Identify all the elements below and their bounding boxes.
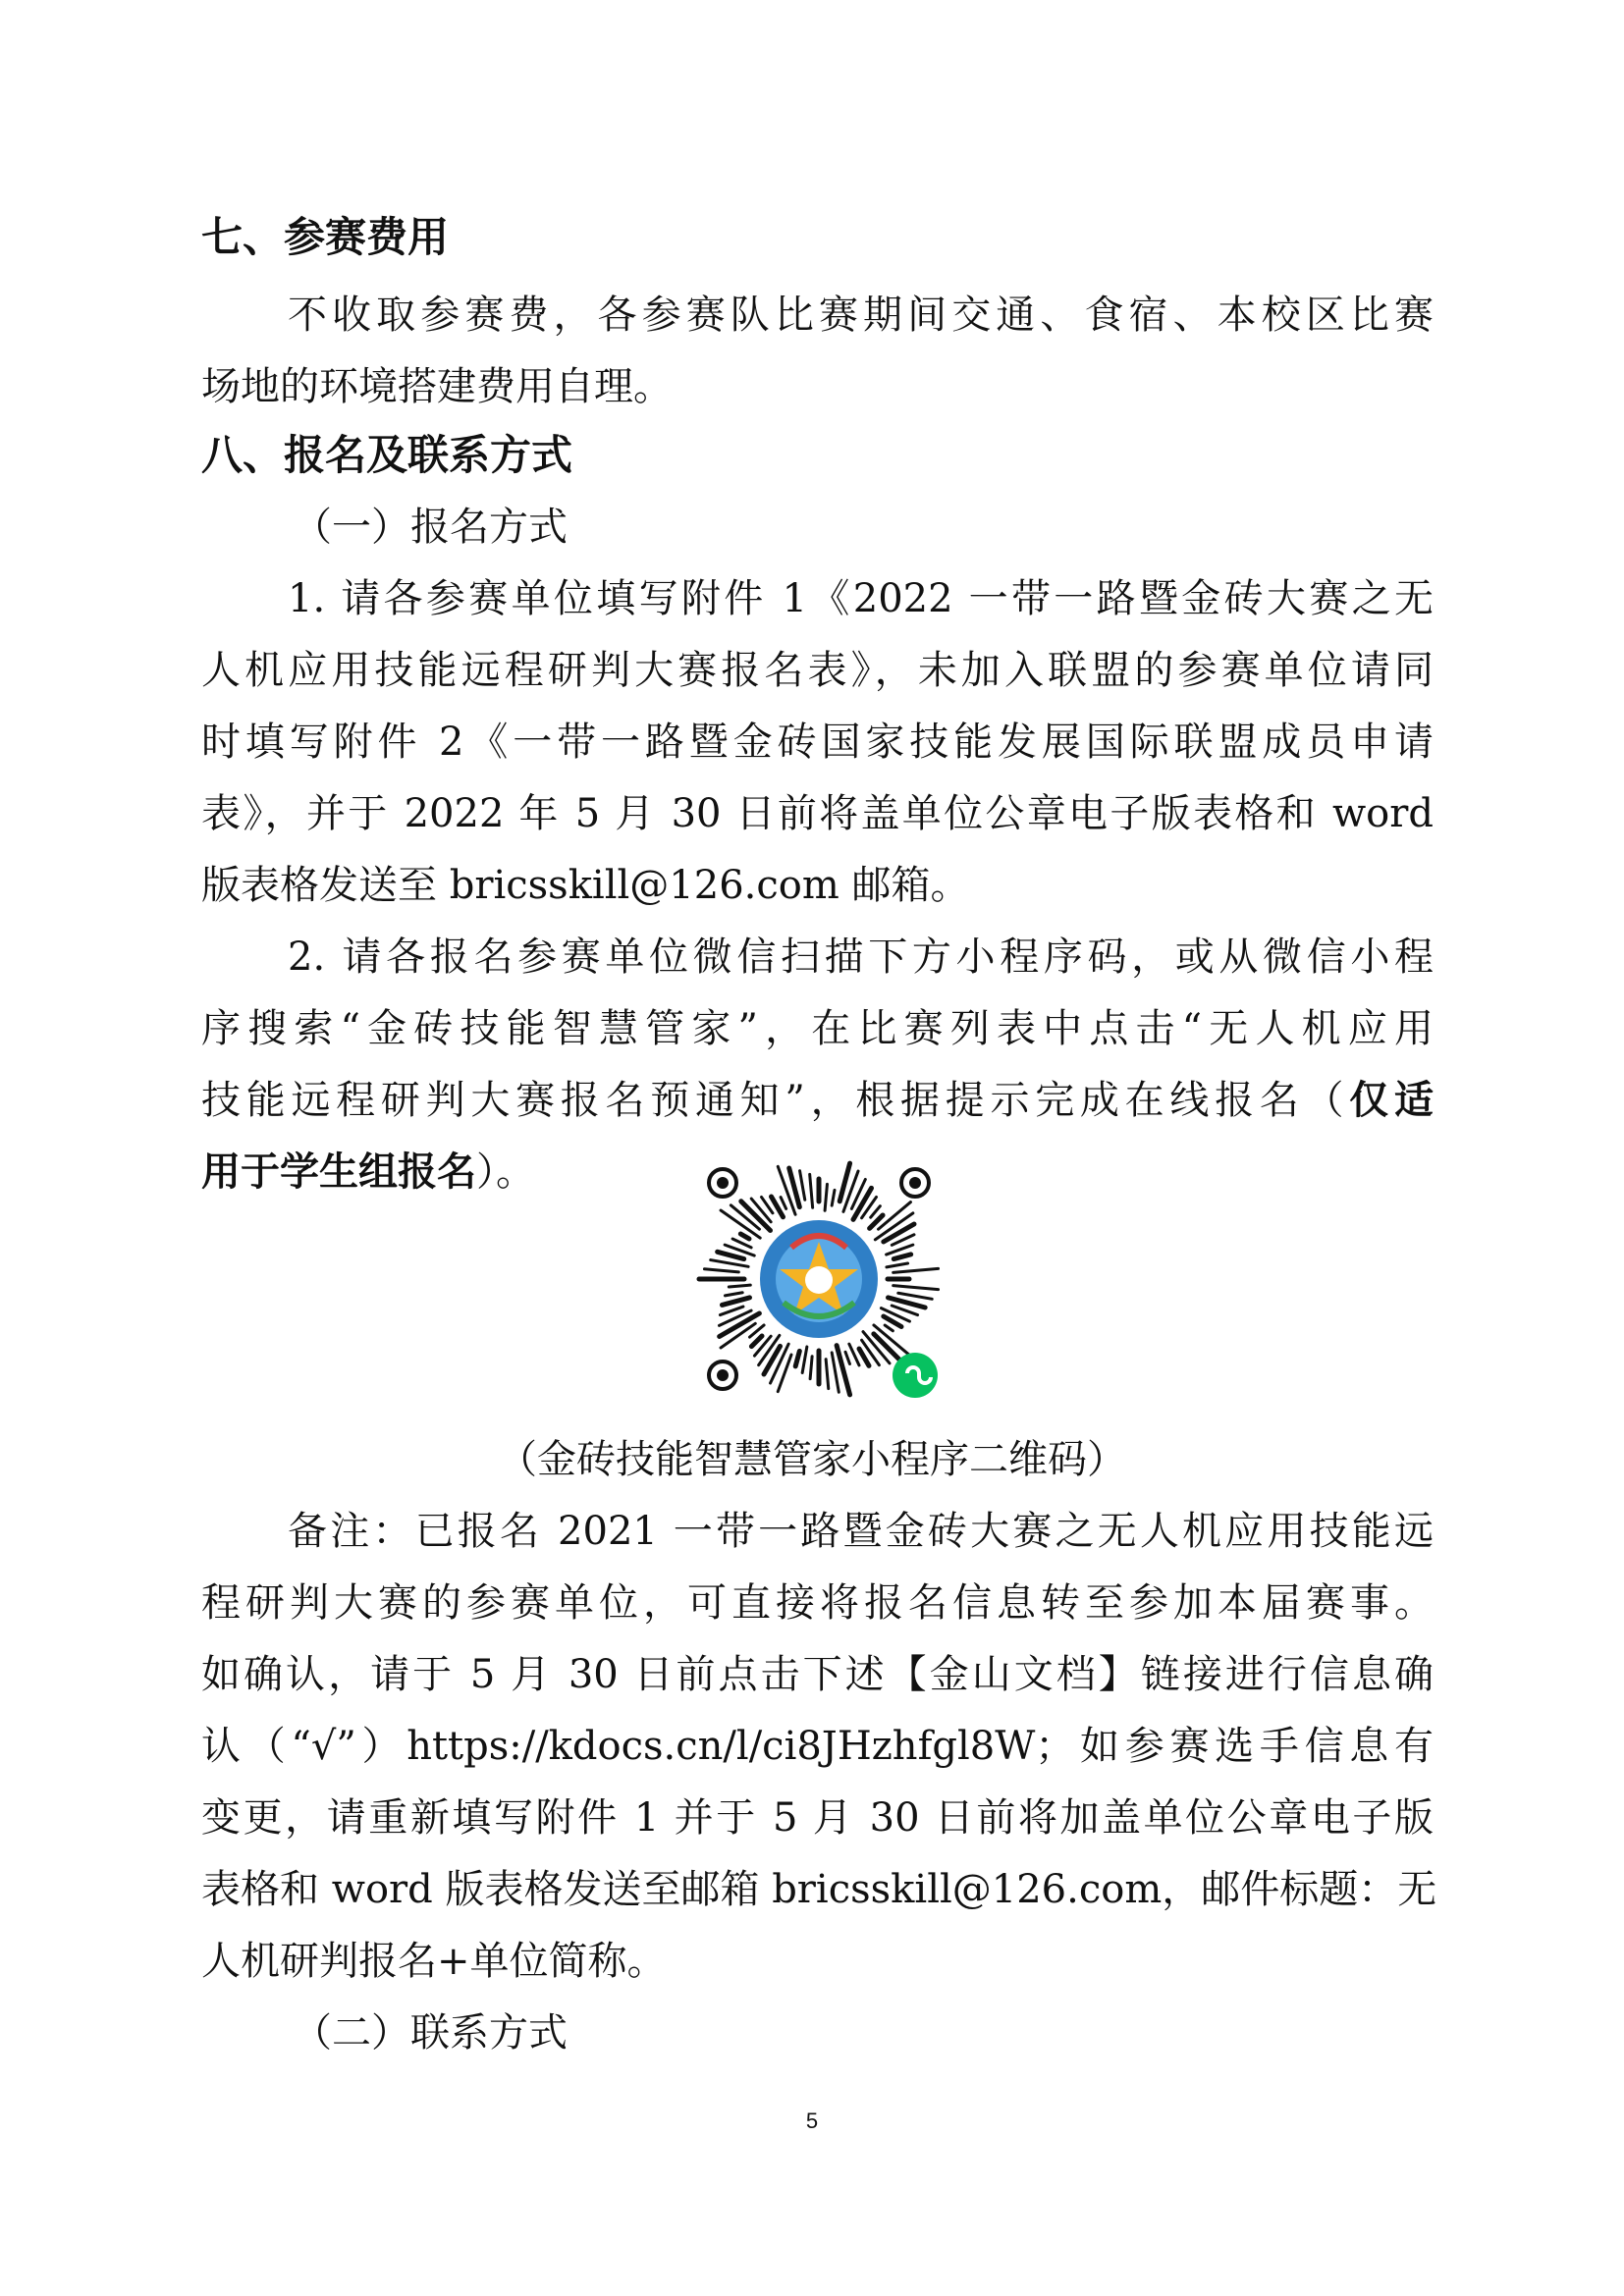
qr-code-bar <box>729 1285 750 1287</box>
item2-line <box>201 1148 535 1196</box>
qr-code-bar <box>795 1351 799 1365</box>
item2-bold-text: 用于学生组报名 <box>201 1149 476 1195</box>
section7-para-line: 场地的环境搭建费用自理。 <box>201 364 673 409</box>
section7-heading: 七、参赛费用 <box>201 213 450 261</box>
qr-code-bar <box>802 1347 807 1373</box>
qr-code-bar <box>810 1174 813 1207</box>
qr-code-bar <box>725 1293 742 1296</box>
note-line: 如确认，请于 5 月 30 日前点击下述【金山文档】链接进行信息确 <box>201 1652 1434 1697</box>
note-line: 变更，请重新填写附件 1 并于 5 月 30 日前将加盖单位公章电子版 <box>201 1795 1434 1841</box>
qr-code-bar <box>845 1352 849 1363</box>
qr-code-bar <box>887 1263 908 1267</box>
qr-code-bar <box>832 1190 835 1205</box>
subheading-contact: （二）联系方式 <box>293 2010 568 2056</box>
item1-line: 时填写附件 2《一带一路暨金砖国家技能发展国际联盟成员申请 <box>201 720 1434 765</box>
item2-text: ）。 <box>476 1149 535 1195</box>
item2-line: 序搜索“金砖技能智慧管家”，在比赛列表中点击“无人机应用 <box>201 1006 1434 1051</box>
mini-program-qr-code[interactable] <box>685 1146 952 1413</box>
qr-code-bar <box>781 1198 785 1209</box>
qr-code-bar <box>800 1171 805 1201</box>
item2-text: 技能远程研判大赛报名预通知”，根据提示完成在线报名（ <box>201 1078 1350 1123</box>
note-line: 人机研判报名+单位简称。 <box>201 1939 667 1984</box>
qr-code-bar <box>751 1336 762 1347</box>
qr-code-bar <box>893 1268 939 1272</box>
qr-code-bar <box>884 1224 914 1242</box>
qr-code-bar <box>826 1360 829 1389</box>
qr-code-bar <box>718 1252 744 1258</box>
section8-heading: 八、报名及联系方式 <box>201 431 573 479</box>
qr-code-bar <box>825 1184 827 1210</box>
item2-bold-text: 仅适 <box>1349 1078 1435 1123</box>
page-number: 5 <box>805 2109 819 2133</box>
item1-line: 表》，并于 2022 年 5 月 30 日前将盖单位公章电子版表格和 word <box>201 791 1434 836</box>
qr-code-bar <box>722 1298 749 1306</box>
note-line: 程研判大赛的参赛单位，可直接将报名信息转至参加本届赛事。 <box>201 1580 1434 1626</box>
item1-line: 1. 请各参赛单位填写附件 1《2022 一带一路暨金砖大赛之无 <box>288 576 1434 621</box>
note-line: 备注：已报名 2021 一带一路暨金砖大赛之无人机应用技能远 <box>288 1509 1434 1554</box>
subheading-registration: （一）报名方式 <box>293 505 568 550</box>
note-line: 表格和 word 版表格发送至邮箱 bricsskill@126.com，邮件标题：无 <box>201 1867 1437 1912</box>
item1-line: 版表格发送至 bricsskill@126.com 邮箱。 <box>201 863 970 908</box>
item1-line: 人机应用技能远程研判大赛报名表》，未加入联盟的参赛单位请同 <box>201 648 1434 693</box>
qr-code-bar <box>810 1357 812 1379</box>
qr-code-bar <box>740 1234 749 1239</box>
qr-code-bar <box>893 1255 910 1259</box>
qr-code-bar <box>704 1269 738 1272</box>
section7-para-line: 不收取参赛费，各参赛队比赛期间交通、食宿、本校区比赛 <box>288 293 1434 338</box>
qr-code-bar <box>859 1349 869 1365</box>
qr-caption: （金砖技能智慧管家小程序二维码） <box>498 1437 1126 1482</box>
qr-code-bar <box>871 1206 881 1217</box>
wechat-mini-program-icon <box>893 1353 938 1398</box>
qr-code-bar <box>898 1293 932 1299</box>
qr-code-bar <box>885 1325 893 1331</box>
item2-line: 2. 请各报名参赛单位微信扫描下方小程序码，或从微信小程 <box>288 934 1434 980</box>
qr-code-bar <box>893 1286 939 1290</box>
note-line: 认（“√”）https://kdocs.cn/l/ci8JHzhfgl8W；如参赛选手信息有 <box>201 1724 1434 1769</box>
item2-line <box>201 1077 1434 1124</box>
qr-code-bar <box>720 1307 742 1315</box>
